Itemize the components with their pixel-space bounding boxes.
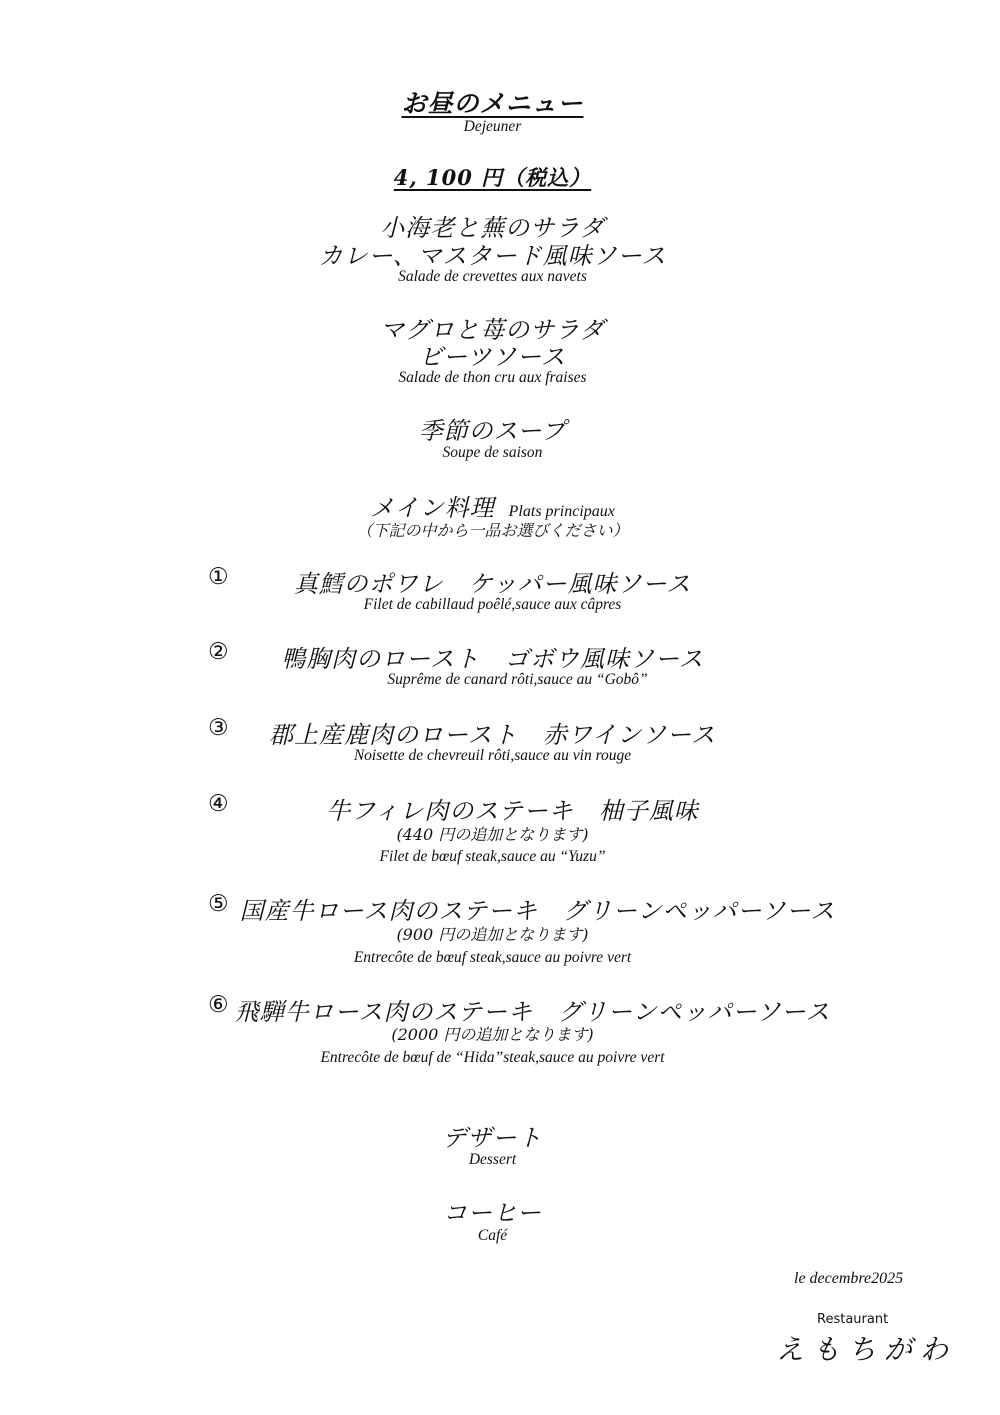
item-1-number: ① bbox=[208, 564, 229, 590]
item-4-french: Filet de bœuf steak,sauce au “Yuzu” bbox=[379, 848, 606, 865]
main-choice-note: （下記の中から一品お選びください） bbox=[356, 521, 629, 540]
restaurant-label: Restaurant bbox=[817, 1312, 889, 1327]
item-1-french: Filet de cabillaud poêlé,sauce aux câpres bbox=[363, 596, 622, 613]
course-1-name: 小海老と蕪のサラダ bbox=[380, 214, 605, 242]
item-2-number: ② bbox=[208, 639, 229, 665]
menu-date: le decembre2025 bbox=[794, 1270, 904, 1287]
main-heading-fr: Plats principaux bbox=[508, 503, 615, 520]
item-3-name: 郡上産鹿肉のロースト 赤ワインソース bbox=[269, 721, 716, 749]
coffee-french: Café bbox=[477, 1227, 508, 1244]
menu-title: お昼のメニュー bbox=[401, 89, 584, 118]
menu-price: 4, 100 円（税込） bbox=[393, 165, 592, 190]
coffee-name: コーヒー bbox=[442, 1199, 543, 1227]
course-1-sauce: カレー、マスタード風味ソース bbox=[318, 242, 667, 270]
course-2-name: マグロと苺のサラダ bbox=[380, 316, 605, 344]
item-5-french: Entrecôte de bœuf steak,sauce au poivre vert bbox=[353, 949, 632, 966]
item-6-french: Entrecôte de bœuf de “Hida”steak,sauce au poivre vert bbox=[320, 1049, 665, 1066]
course-3-french: Soupe de saison bbox=[442, 444, 543, 461]
item-2-french: Suprême de canard rôti,sauce au “Gobô” bbox=[387, 671, 648, 688]
dessert-french: Dessert bbox=[468, 1151, 517, 1168]
menu-subtitle: Dejeuner bbox=[463, 118, 522, 135]
course-2-french: Salade de thon cru aux fraises bbox=[398, 369, 587, 386]
item-1-name: 真鱈のポワレ ケッパー風味ソース bbox=[293, 570, 692, 598]
item-5-number: ⑤ bbox=[208, 891, 229, 917]
item-4-name: 牛フィレ肉のステーキ 柚子風味 bbox=[326, 797, 699, 825]
item-6-supplement: (2000 円の追加となります) bbox=[391, 1025, 594, 1044]
item-2-name: 鴨胸肉のロースト ゴボウ風味ソース bbox=[281, 645, 704, 673]
item-4-number: ④ bbox=[208, 791, 229, 817]
course-2-sauce: ビーツソース bbox=[419, 343, 566, 371]
restaurant-logo: えもちがわ bbox=[776, 1333, 957, 1366]
item-3-number: ③ bbox=[208, 715, 229, 741]
course-3-name: 季節のスープ bbox=[418, 417, 567, 445]
item-6-name: 飛騨牛ロース肉のステーキ グリーンペッパーソース bbox=[234, 998, 831, 1026]
item-5-supplement: (900 円の追加となります) bbox=[396, 925, 589, 944]
item-4-supplement: (440 円の追加となります) bbox=[396, 825, 589, 844]
item-6-number: ⑥ bbox=[208, 992, 229, 1018]
course-1-french: Salade de crevettes aux navets bbox=[398, 268, 587, 285]
main-heading-jp: メイン料理 bbox=[370, 494, 495, 522]
item-5-name: 国産牛ロース肉のステーキ グリーンペッパーソース bbox=[239, 897, 836, 925]
dessert-name: デザート bbox=[442, 1124, 543, 1152]
item-3-french: Noisette de chevreuil rôti,sauce au vin rouge bbox=[353, 747, 632, 764]
